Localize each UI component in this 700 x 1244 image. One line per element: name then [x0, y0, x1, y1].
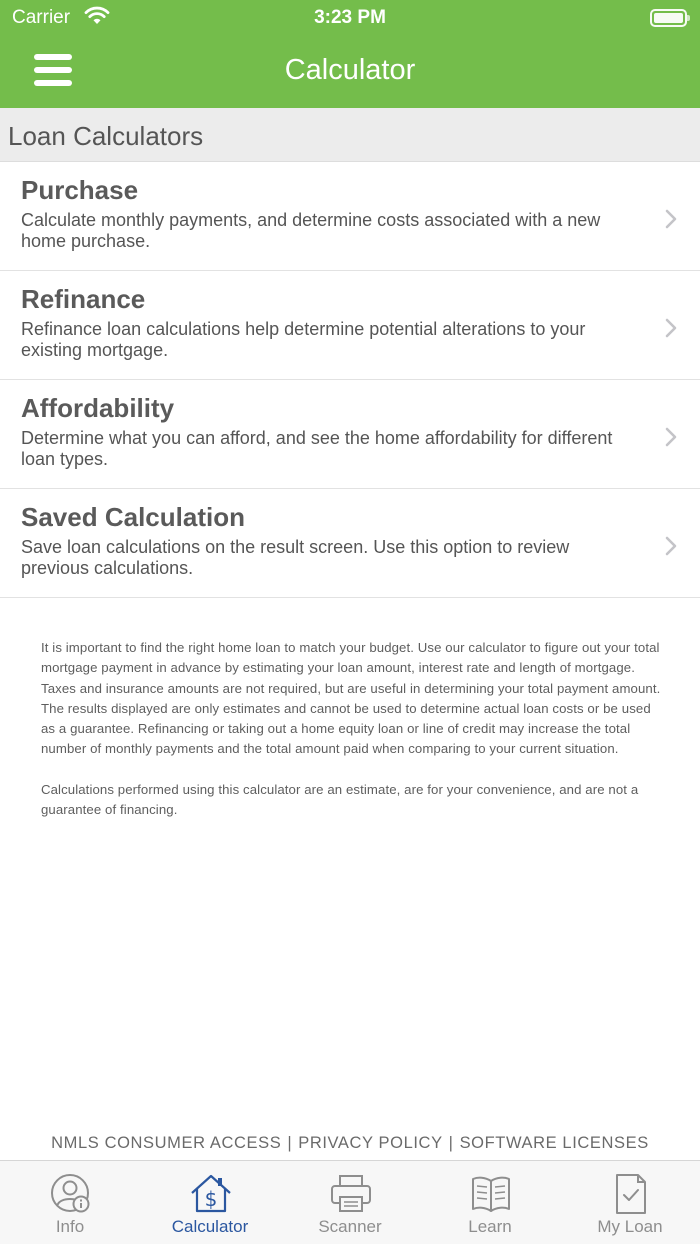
battery-icon [650, 9, 687, 27]
house-dollar-icon [190, 1173, 232, 1215]
chevron-right-icon [664, 535, 678, 557]
tab-label: Calculator [171, 1217, 249, 1236]
tab-info[interactable] [0, 1161, 140, 1244]
calculator-row-refinance[interactable] [0, 271, 700, 380]
row-title: Saved Calculation [21, 502, 245, 532]
status-time: 3:23 PM [314, 7, 386, 28]
calculator-list [0, 162, 700, 598]
footer-links [0, 1134, 700, 1153]
chevron-right-icon [664, 208, 678, 230]
printer-icon [330, 1173, 372, 1215]
chevron-right-icon [664, 317, 678, 339]
calculator-row-purchase[interactable] [0, 162, 700, 271]
footer-separator: | [448, 1134, 454, 1152]
nmls-consumer-access-link[interactable]: NMLS CONSUMER ACCESS [51, 1134, 282, 1152]
tab-label: My Loan [597, 1217, 663, 1236]
open-book-icon [470, 1173, 512, 1215]
calculator-row-saved-calculation[interactable] [0, 489, 700, 598]
tab-bar [0, 1160, 700, 1244]
software-licenses-link[interactable]: SOFTWARE LICENSES [459, 1134, 649, 1152]
tab-scanner[interactable] [280, 1161, 420, 1244]
row-description: Determine what you can afford, and see the home affordability for different loan types. [21, 428, 613, 469]
chevron-right-icon [664, 426, 678, 448]
app-header [0, 0, 700, 108]
section-header [0, 108, 700, 162]
row-description: Save loan calculations on the result screen. Use this option to review previous calculations. [21, 537, 570, 578]
navigation-bar [0, 36, 700, 108]
disclaimer-paragraph: It is important to find the right home loan to match your budget. Use our calculator to figure out your total mortgage payment in advance by estimating your loan amount, interest rate and length of mortgage. Taxes and insurance amounts are not required, but are useful in determining your total payment amount. The results displayed are only estimates and cannot be used to determine actual loan costs or be used as a guarantee. Refinancing or taking out a home equity loan or line of credit may increase the total number of monthly payments and the total amount paid when comparing to your current situation. [41, 640, 661, 757]
page-title: Calculator [284, 54, 416, 86]
document-check-icon [610, 1173, 652, 1215]
svg-text:$: $ [204, 1187, 218, 1211]
disclaimer-paragraph: Calculations performed using this calculator are an estimate, are for your convenience, and are not a guarantee of financing. [41, 781, 639, 818]
tab-calculator[interactable] [140, 1161, 280, 1244]
disclaimer [41, 638, 661, 840]
tab-learn[interactable] [420, 1161, 560, 1244]
tab-label: Info [55, 1217, 85, 1236]
row-title: Refinance [21, 284, 146, 314]
row-title: Purchase [21, 175, 139, 205]
section-title: Loan Calculators [8, 121, 204, 151]
person-info-icon [50, 1173, 92, 1215]
row-title: Affordability [21, 393, 175, 423]
status-bar [0, 0, 700, 36]
calculator-row-affordability[interactable] [0, 380, 700, 489]
row-description: Refinance loan calculations help determine potential alterations to your existing mortgage. [21, 319, 586, 360]
row-description: Calculate monthly payments, and determine costs associated with a new home purchase. [21, 210, 601, 251]
privacy-policy-link[interactable]: PRIVACY POLICY [298, 1134, 443, 1152]
tab-label: Learn [468, 1217, 512, 1236]
carrier-label: Carrier [12, 7, 71, 28]
tab-label: Scanner [318, 1217, 382, 1236]
footer-separator: | [287, 1134, 293, 1152]
tab-my-loan[interactable] [560, 1161, 700, 1244]
